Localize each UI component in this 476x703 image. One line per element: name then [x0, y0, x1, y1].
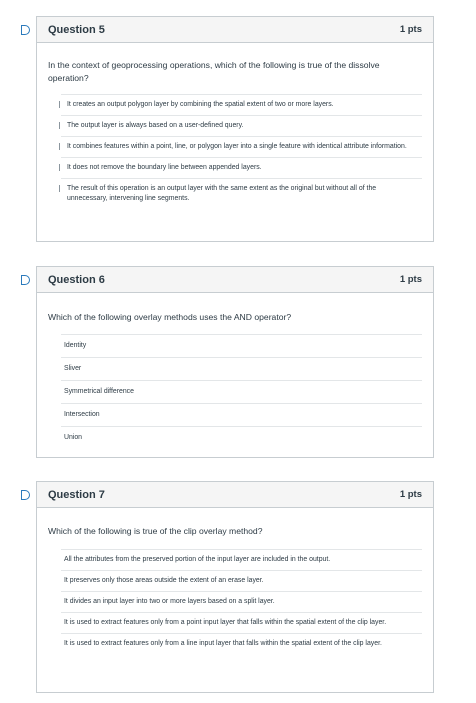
answer-label: The result of this operation is an output layer with the same extent as the original but without all of the unnecessary, intervening line segments.	[67, 185, 377, 202]
answer-list	[37, 94, 433, 209]
answer-list	[37, 549, 433, 654]
question-header	[37, 267, 433, 293]
question-7	[36, 481, 434, 693]
answer-label: All the attributes from the preserved portion of the input layer are included in the output.	[64, 556, 331, 563]
answer-option[interactable]	[61, 591, 422, 612]
answer-option[interactable]	[61, 115, 422, 136]
question-header	[37, 482, 433, 508]
flag-icon[interactable]	[21, 490, 30, 500]
answer-list	[37, 334, 433, 449]
question-points: 1 pts	[399, 489, 422, 500]
answer-option[interactable]	[61, 549, 422, 570]
radio-button[interactable]	[59, 101, 60, 108]
answer-option[interactable]	[61, 403, 422, 426]
answer-option[interactable]	[61, 157, 422, 178]
answer-option[interactable]	[61, 426, 422, 449]
answer-label: It divides an input layer into two or more layers based on a split layer.	[64, 598, 275, 605]
answer-option[interactable]	[61, 570, 422, 591]
answer-label: Symmetrical difference	[64, 388, 134, 395]
question-5	[36, 16, 434, 242]
answer-label: It is used to extract features only from a line input layer that falls within the spatial extent of the clip layer.	[64, 640, 382, 647]
question-points: 1 pts	[399, 24, 422, 35]
answer-option[interactable]	[61, 334, 422, 357]
answer-option[interactable]	[61, 136, 422, 157]
answer-label: It creates an output polygon layer by combining the spatial extent of two or more layers.	[67, 101, 334, 108]
answer-option[interactable]	[61, 94, 422, 115]
question-title: Question 6	[48, 273, 105, 286]
answer-option[interactable]	[61, 612, 422, 633]
radio-button[interactable]	[59, 143, 60, 150]
answer-label: The output layer is always based on a user-defined query.	[67, 122, 244, 129]
question-title: Question 5	[48, 23, 105, 36]
radio-button[interactable]	[59, 164, 60, 171]
flag-icon[interactable]	[21, 25, 30, 35]
answer-label: Sliver	[64, 365, 82, 372]
answer-label: Union	[64, 434, 83, 441]
answer-label: It does not remove the boundary line between appended layers.	[67, 164, 262, 171]
answer-label: Intersection	[64, 411, 100, 418]
answer-option[interactable]	[61, 380, 422, 403]
question-header	[37, 17, 433, 43]
question-points: 1 pts	[399, 274, 422, 285]
answer-label: It preserves only those areas outside the extent of an erase layer.	[64, 577, 264, 584]
question-text: In the context of geoprocessing operations, which of the following is true of the dissolve operation?	[48, 60, 380, 83]
question-6	[36, 266, 434, 458]
question-title: Question 7	[48, 488, 105, 501]
answer-option[interactable]	[61, 633, 422, 654]
answer-label: It is used to extract features only from a point input layer that falls within the spatial extent of the clip layer.	[64, 619, 387, 626]
answer-label: Identity	[64, 342, 87, 349]
question-text: Which of the following is true of the clip overlay method?	[48, 526, 263, 536]
flag-icon[interactable]	[21, 275, 30, 285]
answer-label: It combines features within a point, line, or polygon layer into a single feature with identical attribute information.	[67, 143, 407, 150]
answer-option[interactable]	[61, 178, 422, 209]
radio-button[interactable]	[59, 122, 60, 129]
radio-button[interactable]	[59, 185, 60, 192]
question-text: Which of the following overlay methods uses the AND operator?	[48, 312, 292, 322]
answer-option[interactable]	[61, 357, 422, 380]
